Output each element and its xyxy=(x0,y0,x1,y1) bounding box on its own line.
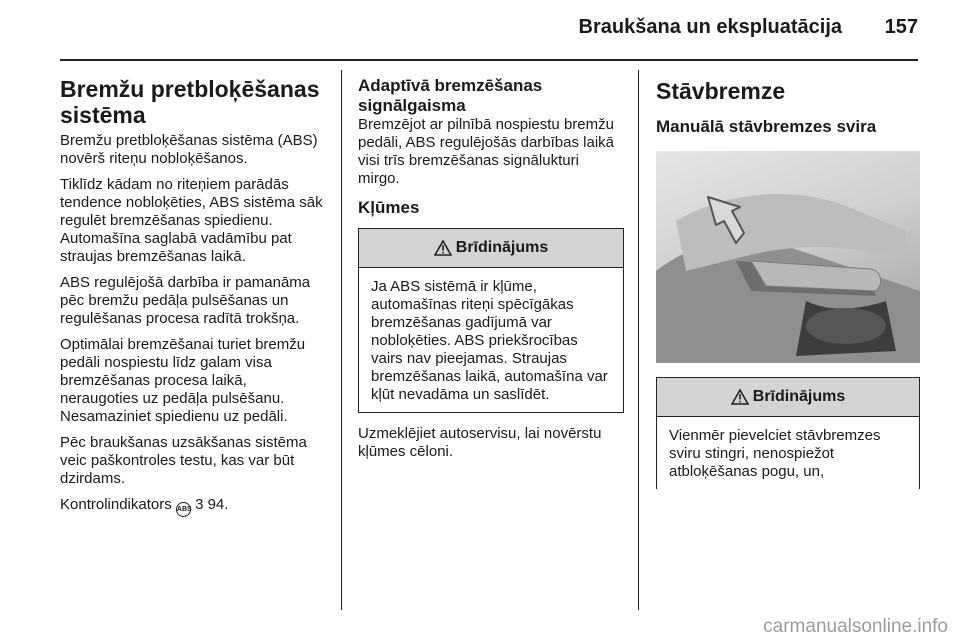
indicator-label: Kontrolindikators xyxy=(60,496,172,513)
column-brake-light xyxy=(358,76,624,469)
paragraph: Uzmeklējiet autoservisu, lai novērstu kļūmes cēloni. xyxy=(358,425,602,460)
page-ref-link[interactable]: 94. xyxy=(207,496,229,513)
subsection-title-faults: Kļūmes xyxy=(358,198,420,217)
watermark: carmanualsonline.info xyxy=(763,616,948,637)
header-rule xyxy=(60,59,918,61)
section-title-abs: Bremžu pretbloķēšanas sistēma xyxy=(60,76,320,128)
warning-text: Ja ABS sistēmā ir kļūme, automašīnas riteņi spēcīgākas bremzēšanas gadījumā var nobloķēties. ABS priekšrocības vairs nav pieejamas. Straujas bremzēšanas laikā, automašīna var kļūt nevadāma un saslīdēt. xyxy=(371,278,608,403)
paragraph: Pēc braukšanas uzsākšanas sistēma veic paškontroles testu, kas var būt dzirdams. xyxy=(60,434,307,487)
warning-label: Brīdinājums xyxy=(752,388,846,405)
running-header: Braukšana un ekspluatācija xyxy=(578,16,842,38)
warning-label: Brīdinājums xyxy=(455,239,549,256)
section-title-parking-brake: Stāvbremze xyxy=(656,78,786,104)
warning-triangle-icon xyxy=(731,389,749,405)
abs-indicator-icon: ABS xyxy=(176,502,191,517)
column-abs xyxy=(60,76,328,525)
paragraph: Tiklīdz kādam no riteņiem parādās tendence nobloķēties, ABS sistēma sāk regulēt bremzēšanas spiedienu. Automašīna saglabā vadāmību pat straujas bremzēšanas laikā. xyxy=(60,176,323,265)
warning-text: Vienmēr pievelciet stāvbremzes sviru stingri, nenospiežot atbloķēšanas pogu, un, xyxy=(669,427,881,480)
column-divider xyxy=(638,70,639,610)
parking-brake-illustration xyxy=(656,151,920,363)
column-parking-brake xyxy=(656,76,920,489)
indicator-reference xyxy=(60,496,328,517)
warning-box xyxy=(358,228,624,413)
subsection-title-manual-lever: Manuālā stāvbremzes svira xyxy=(656,117,877,136)
warning-triangle-icon xyxy=(434,240,452,256)
paragraph: Bremzējot ar pilnībā nospiestu bremžu pedāli, ABS regulējošās darbības laikā visi trīs bremzēšanas signālukturi mirgo. xyxy=(358,116,614,187)
paragraph: Optimālai bremzēšanai turiet bremžu pedāli nospiestu līdz galam visa bremzēšanas procesa laikā, neraugoties uz pedāļa pulsēšanu. Nesamaziniet spiedienu uz pedāli. xyxy=(60,336,306,425)
warning-box xyxy=(656,377,920,489)
warning-header xyxy=(657,378,919,417)
section-title-brake-light: Adaptīvā bremzēšanas signālgaisma xyxy=(358,76,543,115)
page-ref-arrow-icon: 3 xyxy=(195,496,204,513)
parking-brake-lever-image xyxy=(656,151,920,363)
paragraph: Bremžu pretbloķēšanas sistēma (ABS) novērš riteņu nobloķēšanos. xyxy=(60,132,318,167)
warning-header xyxy=(359,229,623,268)
page-number: 157 xyxy=(884,16,918,38)
paragraph: ABS regulējošā darbība ir pamanāma pēc bremžu pedāļa pulsēšanas un regulēšanas procesa radītā trokšņa. xyxy=(60,274,311,327)
column-divider xyxy=(341,70,342,610)
